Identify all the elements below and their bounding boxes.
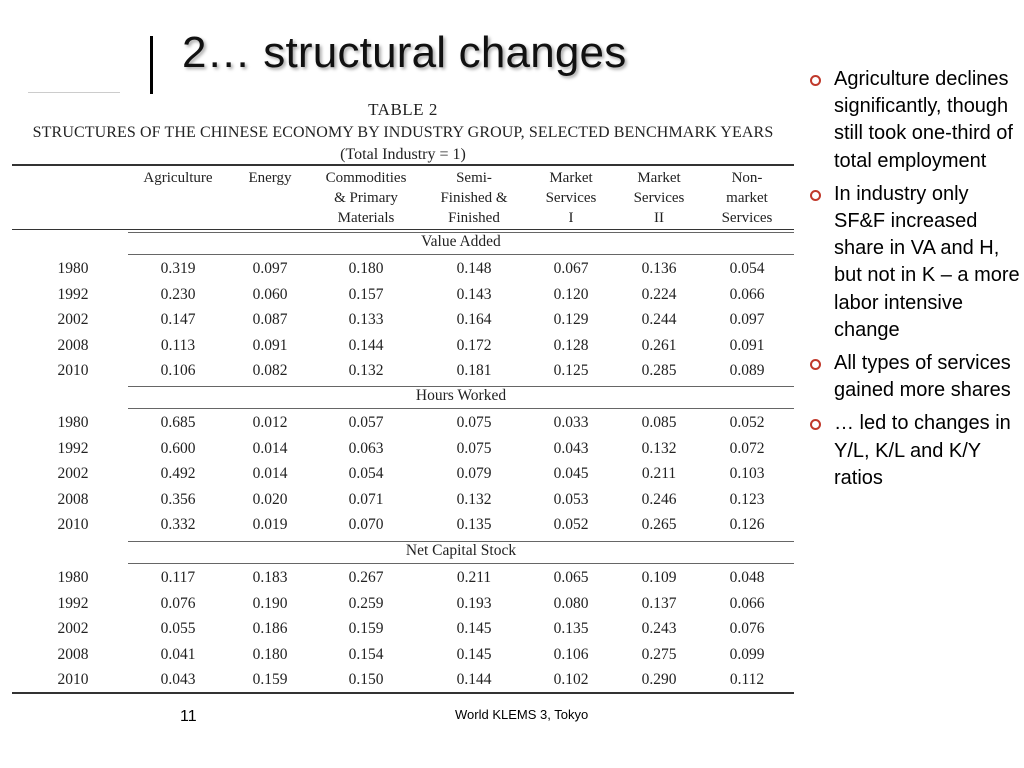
table-cell: 0.020: [252, 490, 288, 508]
row-year: 1992: [57, 285, 89, 303]
column-header: Energy: [248, 170, 292, 186]
page-number: 11: [180, 708, 197, 725]
row-year: 2008: [57, 490, 89, 508]
bullet-list: [808, 66, 1020, 498]
table-cell: 0.261: [641, 336, 677, 354]
table-cell: 0.065: [553, 569, 589, 586]
table-cell: 0.102: [553, 671, 589, 688]
table-cell: 0.091: [729, 336, 765, 354]
table-cell: 0.120: [553, 285, 589, 303]
bullet-item: [808, 350, 1020, 404]
table-cell: 0.150: [348, 671, 384, 688]
column-header: Market Services I: [545, 170, 597, 226]
row-year: 2008: [57, 336, 89, 354]
section-label: Value Added: [421, 233, 501, 250]
table-cell: 0.041: [160, 645, 196, 663]
row-year: 1992: [57, 594, 89, 612]
table-cell: 0.054: [348, 465, 384, 482]
table-cell: 0.066: [729, 594, 765, 612]
table-cell: 0.052: [553, 516, 589, 533]
table-cell: 0.211: [456, 569, 492, 586]
table-cell: 0.129: [553, 311, 589, 328]
table-bottom-rule: [12, 692, 794, 694]
table-cell: 0.230: [160, 285, 196, 303]
decorative-line: [28, 92, 120, 93]
table-cell: 0.048: [729, 569, 765, 586]
table-cell: 0.067: [553, 260, 589, 277]
table-cell: 0.043: [160, 671, 196, 688]
row-year: 2010: [57, 362, 89, 379]
table-cell: 0.132: [641, 439, 677, 457]
table-cell: 0.087: [252, 311, 288, 328]
bullet-text: Agriculture declines significantly, though still took one-third of total employment: [834, 68, 1013, 172]
column-header: Market Services II: [633, 170, 685, 226]
row-year: 2002: [57, 620, 89, 637]
table-cell: 0.103: [729, 465, 765, 482]
row-year: 1980: [57, 260, 89, 277]
table-cell: 0.106: [553, 645, 589, 663]
table-cell: 0.075: [456, 439, 492, 457]
structure-table: [12, 98, 794, 694]
table-cell: 0.012: [252, 414, 288, 431]
table-cell: 0.043: [553, 439, 589, 457]
table-cell: 0.154: [348, 645, 384, 663]
table-cell: 0.137: [641, 594, 677, 612]
table-cell: 0.082: [252, 362, 288, 379]
table-cell: 0.075: [456, 414, 492, 431]
table-cell: 0.072: [729, 439, 765, 457]
table-cell: 0.112: [729, 671, 765, 688]
bullet-circle-icon: [810, 359, 821, 370]
table-cell: 0.265: [641, 516, 677, 533]
table-cell: 0.014: [252, 439, 288, 457]
table-cell: 0.243: [641, 620, 677, 637]
table-cell: 0.060: [252, 285, 288, 303]
bullet-item: [808, 66, 1020, 175]
table-cell: 0.079: [456, 465, 492, 482]
bullet-circle-icon: [810, 419, 821, 430]
table-cell: 0.143: [456, 285, 492, 303]
section-rule: [128, 563, 794, 564]
table-cell: 0.319: [160, 260, 196, 277]
table-cell: 0.332: [160, 516, 196, 533]
table-cell: 0.132: [456, 490, 492, 508]
table-cell: 0.055: [160, 620, 196, 637]
table-cell: 0.190: [252, 594, 288, 612]
table-cell: 0.685: [160, 414, 196, 431]
table-cell: 0.014: [252, 465, 288, 482]
table-cell: 0.033: [553, 414, 589, 431]
table-cell: 0.053: [553, 490, 589, 508]
bullet-item: [808, 181, 1020, 344]
table-cell: 0.057: [348, 414, 384, 431]
table-cell: 0.180: [252, 645, 288, 663]
table-cell: 0.132: [348, 362, 384, 379]
table-cell: 0.164: [456, 311, 492, 328]
row-year: 2008: [57, 645, 89, 663]
table-cell: 0.600: [160, 439, 196, 457]
table-cell: 0.133: [348, 311, 384, 328]
section-label: Hours Worked: [415, 387, 507, 404]
table-cell: 0.148: [456, 260, 492, 277]
table-cell: 0.145: [456, 620, 492, 637]
table-cell: 0.109: [641, 569, 677, 586]
section-label: Net Capital Stock: [405, 542, 517, 559]
table-cell: 0.267: [348, 569, 384, 586]
section-rule: [128, 254, 794, 255]
table-cell: 0.085: [641, 414, 677, 431]
table-cell: 0.125: [553, 362, 589, 379]
column-header: Commodities & Primary Materials: [325, 170, 407, 226]
table-cell: 0.246: [641, 490, 677, 508]
table-cell: 0.180: [348, 260, 384, 277]
table-cell: 0.097: [729, 311, 765, 328]
table-cell: 0.224: [641, 285, 677, 303]
table-cell: 0.159: [252, 671, 288, 688]
bullet-item: [808, 410, 1020, 492]
table-cell: 0.054: [729, 260, 765, 277]
table-cell: 0.113: [160, 336, 196, 354]
column-header: Non- market Services: [721, 170, 773, 226]
table-cell: 0.147: [160, 311, 196, 328]
table-cell: 0.135: [553, 620, 589, 637]
bullet-circle-icon: [810, 75, 821, 86]
table-cell: 0.172: [456, 336, 492, 354]
table-cell: 0.106: [160, 362, 196, 379]
table-cell: 0.181: [456, 362, 492, 379]
bullet-text: All types of services gained more shares: [834, 352, 1011, 402]
table-top-rule: [12, 164, 794, 166]
table-cell: 0.089: [729, 362, 765, 379]
table-cell: 0.076: [160, 594, 196, 612]
table-cell: 0.356: [160, 490, 196, 508]
table-cell: 0.126: [729, 516, 765, 533]
slide-title: 2… structural changes: [182, 28, 627, 77]
table-cell: 0.066: [729, 285, 765, 303]
section-rule: [128, 408, 794, 409]
table-cell: 0.117: [160, 569, 196, 586]
table-cell: 0.080: [553, 594, 589, 612]
table-caption-title: STRUCTURES OF THE CHINESE ECONOMY BY INDUSTRY GROUP, SELECTED BENCHMARK YEARS: [32, 124, 774, 141]
column-header: Semi- Finished & Finished: [440, 170, 508, 226]
table-cell: 0.259: [348, 594, 384, 612]
table-cell: 0.123: [729, 490, 765, 508]
row-year: 2002: [57, 465, 89, 482]
table-cell: 0.070: [348, 516, 384, 533]
row-year: 2010: [57, 671, 89, 688]
row-year: 2010: [57, 516, 89, 533]
row-year: 1992: [57, 439, 89, 457]
table-cell: 0.097: [252, 260, 288, 277]
table-cell: 0.244: [641, 311, 677, 328]
bullet-text: In industry only SF&F increased share in VA and H, but not in K – a more labor intensive change: [834, 182, 1020, 341]
table-cell: 0.135: [456, 516, 492, 533]
table-cell: 0.144: [456, 671, 492, 688]
table-cell: 0.492: [160, 465, 196, 482]
table-cell: 0.144: [348, 336, 384, 354]
table-cell: 0.128: [553, 336, 589, 354]
table-cell: 0.099: [729, 645, 765, 663]
title-accent-bar: [150, 36, 153, 94]
footer-source: World KLEMS 3, Tokyo: [455, 707, 589, 722]
row-year: 1980: [57, 414, 89, 431]
column-header: Agriculture: [143, 170, 213, 186]
table-cell: 0.275: [641, 645, 677, 663]
table-cell: 0.285: [641, 362, 677, 379]
table-cell: 0.183: [252, 569, 288, 586]
table-cell: 0.076: [729, 620, 765, 637]
table-cell: 0.136: [641, 260, 677, 277]
table-cell: 0.211: [641, 465, 677, 482]
table-cell: 0.290: [641, 671, 677, 688]
table-cell: 0.186: [252, 620, 288, 637]
bullet-text: … led to changes in Y/L, K/L and K/Y ratios: [834, 412, 1011, 489]
table-cell: 0.145: [456, 645, 492, 663]
row-year: 2002: [57, 311, 89, 328]
table-cell: 0.159: [348, 620, 384, 637]
table-header-rule: [12, 229, 794, 230]
table-caption-note: (Total Industry = 1): [340, 146, 466, 163]
table-cell: 0.019: [252, 516, 288, 533]
bullet-circle-icon: [810, 190, 821, 201]
table-cell: 0.045: [553, 465, 589, 482]
table-cell: 0.052: [729, 414, 765, 431]
table-cell: 0.157: [348, 285, 384, 303]
table-cell: 0.193: [456, 594, 492, 612]
table-cell: 0.063: [348, 439, 384, 457]
table-cell: 0.091: [252, 336, 288, 354]
table-caption-number: TABLE 2: [368, 100, 438, 119]
row-year: 1980: [57, 569, 89, 586]
table-cell: 0.071: [348, 490, 384, 508]
